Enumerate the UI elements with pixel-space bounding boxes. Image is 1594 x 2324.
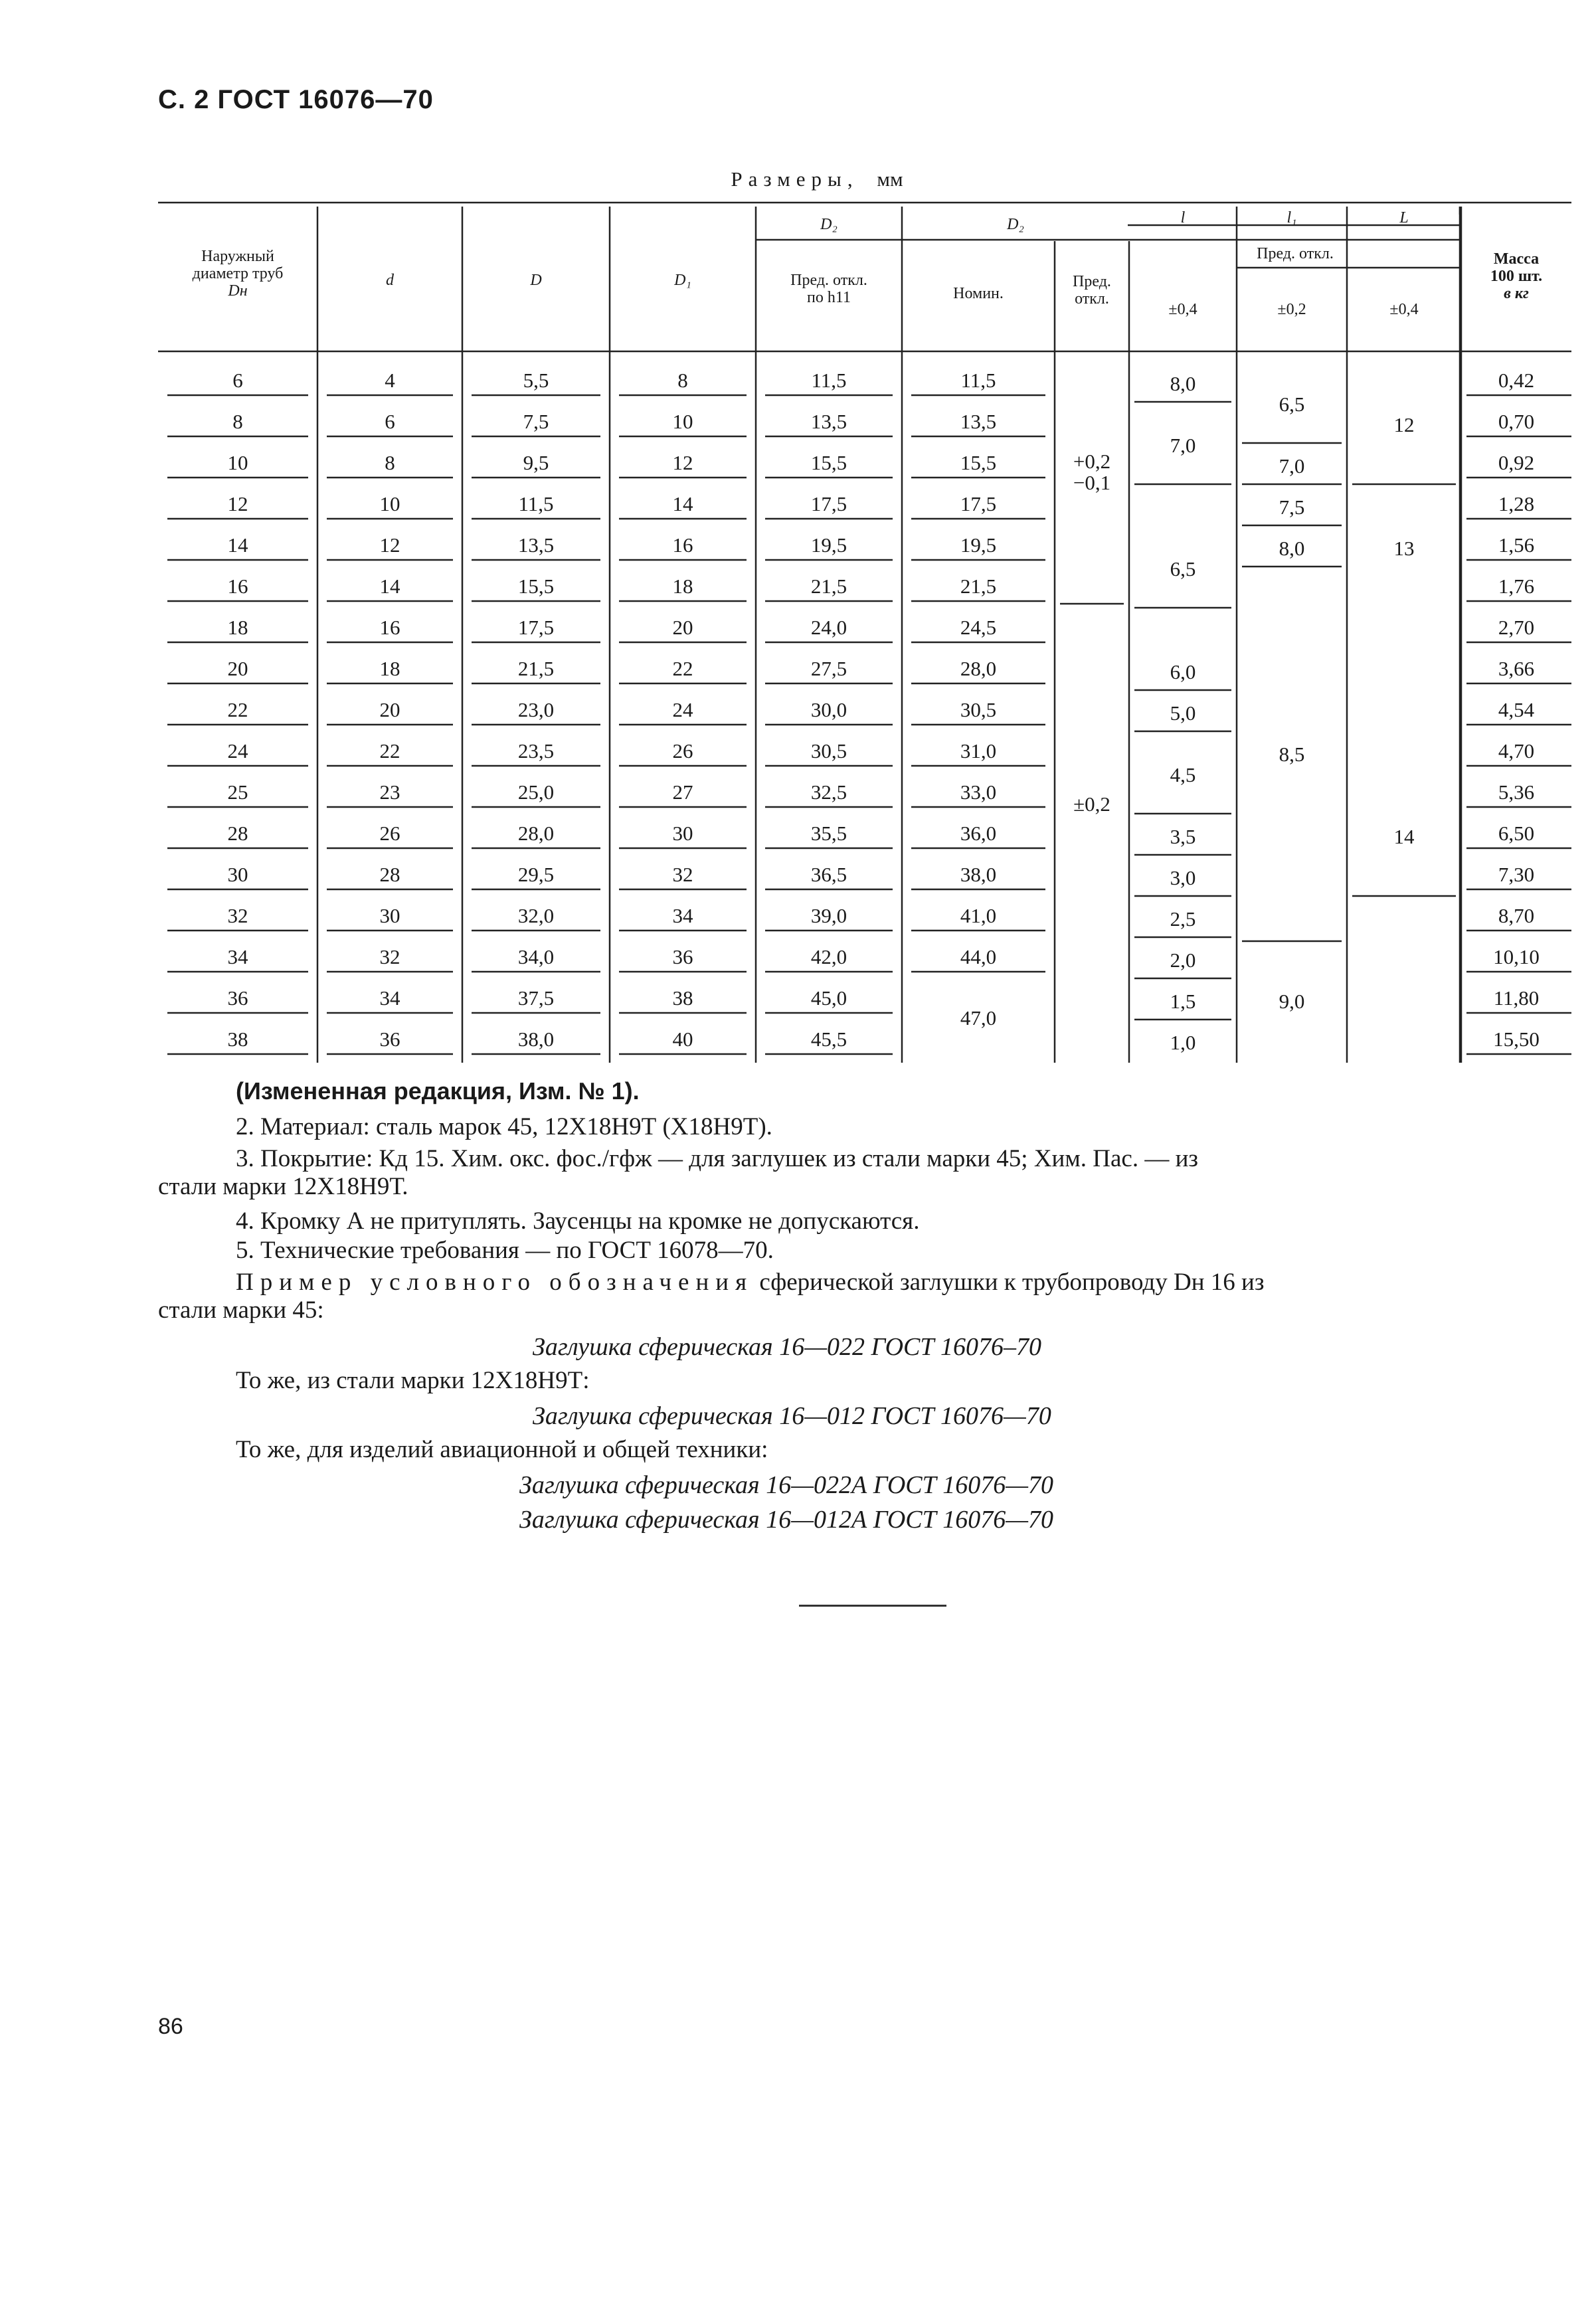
table-cell: 23,5 xyxy=(517,739,555,762)
table-cell: 33,0 xyxy=(960,780,997,804)
table-cell: 34,0 xyxy=(517,945,555,968)
table-cell: 18 xyxy=(227,616,248,639)
table-cell: 21,5 xyxy=(960,575,997,598)
page-number: 86 xyxy=(158,2014,183,2039)
table-cell: 34 xyxy=(227,945,248,968)
table-cell: 25 xyxy=(227,780,248,804)
table-cell: 18 xyxy=(672,575,693,598)
table-cell: 38,0 xyxy=(960,863,997,886)
l-cell: 3,5 xyxy=(1170,825,1196,848)
header-dn-line2: диаметр труб xyxy=(192,265,284,282)
amendment-note: (Измененная редакция, Изм. № 1). xyxy=(236,1077,640,1105)
l-cell: 2,5 xyxy=(1170,907,1196,931)
table-cell: 3,66 xyxy=(1498,657,1535,680)
caption-unit: мм xyxy=(877,167,903,191)
table-cell: 30,0 xyxy=(810,698,847,721)
table-cell: 23 xyxy=(379,780,400,804)
note-same-steel: То же, из стали марки 12Х18Н9Т: xyxy=(236,1367,590,1394)
table-cell: 22 xyxy=(379,739,400,762)
table-cell: 1,28 xyxy=(1498,492,1535,515)
header-L: L xyxy=(1399,209,1409,226)
l1-cell: 7,5 xyxy=(1279,495,1305,519)
table-cell: 13,5 xyxy=(810,410,847,433)
tolerance-group-1-lower: −0,1 xyxy=(1073,471,1111,494)
header-L-tol: ±0,4 xyxy=(1389,301,1419,318)
table-cell: 36,5 xyxy=(810,863,847,886)
table-cell: 6 xyxy=(385,410,395,433)
L-cell: 13 xyxy=(1393,537,1415,560)
header-l: l xyxy=(1180,209,1186,226)
table-cell: 15,5 xyxy=(960,451,997,474)
table-cell: 11,5 xyxy=(960,369,996,392)
header-D2-left: D₂ xyxy=(820,216,838,233)
header-D2-left-tol xyxy=(756,272,902,306)
table-cell: 10 xyxy=(227,451,248,474)
table-cell: 20 xyxy=(379,698,400,721)
table-cell: 40 xyxy=(672,1028,693,1051)
header-D2b-tol-line2: откл. xyxy=(1075,290,1109,308)
table-cell: 39,0 xyxy=(810,904,847,927)
l-cell: 4,5 xyxy=(1170,763,1196,786)
table-cell: 26 xyxy=(672,739,693,762)
table-cell: 27,5 xyxy=(810,657,847,680)
table-cell: 36 xyxy=(227,986,248,1010)
tolerance-group-2: ±0,2 xyxy=(1073,792,1110,816)
example-rest: сферической заглушки к трубопроводу Dн 16 из xyxy=(759,1269,1265,1296)
table-cell: 34 xyxy=(672,904,693,927)
header-D2a-tol-line2: по h11 xyxy=(807,289,851,306)
designation-3: Заглушка сферическая 16—022А ГОСТ 16076—70 xyxy=(519,1471,1054,1499)
l1-cell: 6,5 xyxy=(1279,393,1305,416)
table-cell: 13,5 xyxy=(517,533,555,557)
table-cell: 1,76 xyxy=(1498,575,1535,598)
table-cell: 17,5 xyxy=(517,616,555,639)
header-D2-right: D₂ xyxy=(1007,216,1024,233)
table-cell: 16 xyxy=(379,616,400,639)
table-cell: 17,5 xyxy=(960,492,997,515)
table-cell: 26 xyxy=(379,822,400,845)
header-mass xyxy=(1461,250,1571,302)
table-cell: 12 xyxy=(227,492,248,515)
table-cell: 8,70 xyxy=(1498,904,1535,927)
note-coating-line1: 3. Покрытие: Кд 15. Хим. окс. фос./гфж — для заглушек из стали марки 45; Хим. Пас. — из xyxy=(236,1145,1198,1172)
table-cell: 0,70 xyxy=(1498,410,1535,433)
header-dn-line1: Наружный xyxy=(201,248,274,265)
table-cell: 0,92 xyxy=(1498,451,1535,474)
table-cell: 19,5 xyxy=(810,533,847,557)
table-cell: 16 xyxy=(672,533,693,557)
table-cell: 30,5 xyxy=(810,739,847,762)
header-mass-line2: 100 шт. xyxy=(1490,268,1543,285)
table-cell: 10 xyxy=(672,410,693,433)
table-cell: 45,5 xyxy=(810,1028,847,1051)
table-cell: 4,70 xyxy=(1498,739,1535,762)
table-cell: 14 xyxy=(672,492,693,515)
header-D2-right-tol xyxy=(1055,273,1129,308)
table-cell: 32 xyxy=(672,863,693,886)
table-cell: 11,80 xyxy=(1493,986,1540,1010)
l-cell: 1,5 xyxy=(1170,990,1196,1013)
l-cell: 7,0 xyxy=(1170,434,1196,457)
table-cell: 15,5 xyxy=(810,451,847,474)
l-cell: 6,0 xyxy=(1170,660,1196,683)
table-cell: 24,0 xyxy=(810,616,847,639)
table-cell: 25,0 xyxy=(517,780,555,804)
table-cell: 5,5 xyxy=(523,369,549,392)
page-header: С. 2 ГОСТ 16076—70 xyxy=(158,85,434,114)
header-D2-nominal: Номин. xyxy=(953,285,1004,302)
header-dn-symbol: Dн xyxy=(228,282,248,300)
caption-label: Размеры, xyxy=(731,167,859,191)
L-cell: 14 xyxy=(1393,825,1415,848)
table-cell: 15,50 xyxy=(1493,1028,1540,1051)
table-cell: 30 xyxy=(227,863,248,886)
table-cell: 22 xyxy=(672,657,693,680)
table-cell: 8 xyxy=(385,451,395,474)
table-cell: 30 xyxy=(672,822,693,845)
table-cell: 22 xyxy=(227,698,248,721)
table-cell: 10 xyxy=(379,492,400,515)
table-cell: 6,50 xyxy=(1498,822,1535,845)
table-cell: 21,5 xyxy=(517,657,555,680)
table-cell: 2,70 xyxy=(1498,616,1535,639)
table-cell: 30 xyxy=(379,904,400,927)
table-cell: 28 xyxy=(227,822,248,845)
l1-cell: 9,0 xyxy=(1279,990,1305,1013)
table-cell: 14 xyxy=(227,533,248,557)
header-mass-line1: Масса xyxy=(1493,250,1540,268)
table-cell: 32 xyxy=(379,945,400,968)
l-cell: 1,0 xyxy=(1170,1031,1196,1054)
table-cell-merged: 47,0 xyxy=(960,1006,997,1029)
table-cell: 34 xyxy=(379,986,400,1010)
table-cell: 36 xyxy=(672,945,693,968)
table-cell: 17,5 xyxy=(810,492,847,515)
table-cell: 18 xyxy=(379,657,400,680)
table-cell: 42,0 xyxy=(810,945,847,968)
table-cell: 45,0 xyxy=(810,986,847,1010)
table-cell: 27 xyxy=(672,780,693,804)
table-cell: 44,0 xyxy=(960,945,997,968)
table-cell: 7,30 xyxy=(1498,863,1535,886)
header-l-tol: ±0,4 xyxy=(1168,301,1197,318)
l1-cell: 8,0 xyxy=(1279,537,1305,560)
l-cell: 6,5 xyxy=(1170,557,1196,581)
table-cell: 13,5 xyxy=(960,410,997,433)
note-requirements: 5. Технические требования — по ГОСТ 16078—70. xyxy=(236,1237,774,1264)
example-label: Пример условного обозначения xyxy=(236,1269,754,1296)
note-material: 2. Материал: сталь марок 45, 12Х18Н9Т (Х18Н9Т). xyxy=(236,1113,772,1140)
L-cell: 12 xyxy=(1393,413,1415,436)
table-cell: 24,5 xyxy=(960,616,997,639)
table-cell: 35,5 xyxy=(810,822,847,845)
designation-1: Заглушка сферическая 16—022 ГОСТ 16076–70 xyxy=(533,1333,1042,1361)
l-cell: 2,0 xyxy=(1170,948,1196,972)
l-cell: 8,0 xyxy=(1170,372,1196,395)
table-cell: 32,5 xyxy=(810,780,847,804)
end-rule xyxy=(799,1605,946,1607)
table-cell: 11,5 xyxy=(811,369,847,392)
header-D: D xyxy=(530,272,542,289)
note-example-line2: стали марки 45: xyxy=(158,1296,324,1324)
table-cell: 12 xyxy=(379,533,400,557)
table-cell: 38,0 xyxy=(517,1028,555,1051)
table-cell: 28,0 xyxy=(960,657,997,680)
l1-cell: 7,0 xyxy=(1279,454,1305,478)
l-cell: 3,0 xyxy=(1170,866,1196,889)
header-mass-line3: в кг xyxy=(1504,285,1529,302)
table-cell: 10,10 xyxy=(1493,945,1540,968)
designation-2: Заглушка сферическая 16—012 ГОСТ 16076—70 xyxy=(533,1402,1051,1430)
table-cell: 9,5 xyxy=(523,451,549,474)
table-cell: 4,54 xyxy=(1498,698,1535,721)
table-cell: 36 xyxy=(379,1028,400,1051)
header-D2b-tol-line1: Пред. xyxy=(1073,273,1111,290)
table-cell: 4 xyxy=(385,369,395,392)
table-cell: 36,0 xyxy=(960,822,997,845)
table-cell: 37,5 xyxy=(517,986,555,1010)
header-l1-tol: ±0,2 xyxy=(1277,301,1306,318)
table-cell: 8 xyxy=(677,369,688,392)
table-cell: 32,0 xyxy=(517,904,555,927)
header-D1: D₁ xyxy=(674,272,691,289)
note-example-line1 xyxy=(236,1269,1264,1296)
table-cell: 15,5 xyxy=(517,575,555,598)
dimensions-table xyxy=(158,201,1571,1063)
table-cell: 24 xyxy=(227,739,248,762)
table-cell: 38 xyxy=(672,986,693,1010)
table-cell: 31,0 xyxy=(960,739,997,762)
header-d: d xyxy=(386,272,394,289)
table-cell: 16 xyxy=(227,575,248,598)
table-cell: 41,0 xyxy=(960,904,997,927)
table-cell: 12 xyxy=(672,451,693,474)
table-cell: 23,0 xyxy=(517,698,555,721)
table-cell: 38 xyxy=(227,1028,248,1051)
table-caption xyxy=(0,167,1594,191)
table-cell: 0,42 xyxy=(1498,369,1535,392)
header-l1: l₁ xyxy=(1286,209,1297,226)
table-cell: 21,5 xyxy=(810,575,847,598)
note-coating-line2: стали марки 12Х18Н9Т. xyxy=(158,1173,408,1200)
l-cell: 5,0 xyxy=(1170,701,1196,725)
l1-cell: 8,5 xyxy=(1279,743,1305,766)
table-cell: 24 xyxy=(672,698,693,721)
table-cell: 6 xyxy=(232,369,243,392)
table-cell: 7,5 xyxy=(523,410,549,433)
table-cell: 11,5 xyxy=(518,492,554,515)
table-cell: 32 xyxy=(227,904,248,927)
tolerance-group-1-upper: +0,2 xyxy=(1073,450,1111,473)
table-cell: 30,5 xyxy=(960,698,997,721)
designation-4: Заглушка сферическая 16—012А ГОСТ 16076—70 xyxy=(519,1506,1054,1534)
table-cell: 20 xyxy=(672,616,693,639)
note-same-aviation: То же, для изделий авиационной и общей техники: xyxy=(236,1436,768,1463)
header-pred-otkl: Пред. откл. xyxy=(1257,245,1334,262)
note-edge: 4. Кромку А не притуплять. Заусенцы на кромке не допускаются. xyxy=(236,1207,920,1235)
table-cell: 28,0 xyxy=(517,822,555,845)
table-cell: 20 xyxy=(227,657,248,680)
table-cell: 8 xyxy=(232,410,243,433)
table-cell: 19,5 xyxy=(960,533,997,557)
table-cell: 28 xyxy=(379,863,400,886)
header-outer-diameter xyxy=(158,248,317,300)
table-cell: 14 xyxy=(379,575,400,598)
header-D2a-tol-line1: Пред. откл. xyxy=(790,272,867,289)
table-cell: 1,56 xyxy=(1498,533,1535,557)
table-cell: 29,5 xyxy=(517,863,555,886)
table-cell: 5,36 xyxy=(1498,780,1535,804)
